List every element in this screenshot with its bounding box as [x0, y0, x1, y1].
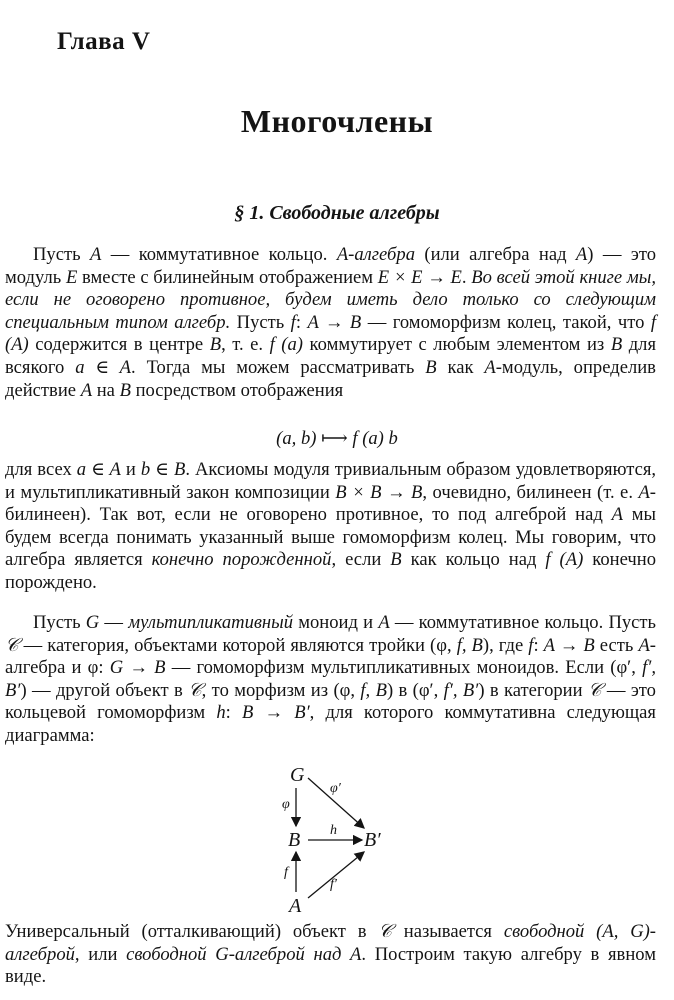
node-b: B — [288, 829, 301, 851]
paragraph-3: Пусть G — мультипликативный моноид и A — коммутативное кольцо. Пусть 𝒞 — категория, объектами которой являются тройки (φ, f, B), где f: A → B есть A-алгебра и φ: G → B — гомоморфизм мультипликативных моноидов. Если (φ′, f′, B′) — другой объект в 𝒞, то морфизм из (φ, f, B) в (φ′, f′, B′) в категории 𝒞 — это кольцевой гомоморфизм h: B → B′, для которого коммутативна следующая диаграмма: — [5, 612, 657, 746]
commutative-diagram — [268, 762, 408, 914]
paragraph-2: для всех a ∈ A и b ∈ B. Аксиомы модуля тривиальным образом удовлетворяются, и мультипликативный закон композиции B × B → B, очевидно, билинеен (т. е. A-билинеен). Так вот, если не оговорено противное, то под алгеброй над A мы будем всегда понимать указанный выше гомоморфизм колец. Мы говорим, что алгебра является конечно порожденной, если B как кольцо над f (A) конечно порождено. — [5, 459, 657, 593]
node-b-prime: B′ — [364, 829, 381, 851]
paragraph-4: Универсальный (отталкивающий) объект в 𝒞 называется свободной (A, G)-алгеброй, или свободной G-алгеброй над A. Построим такую алгебру в явном виде. — [5, 921, 657, 988]
label-h: h — [330, 823, 337, 838]
section-heading: § 1. Свободные алгебры — [234, 202, 440, 224]
label-phi: φ — [282, 797, 290, 812]
node-a: A — [289, 895, 302, 914]
page-title: Многочлены — [240, 103, 434, 139]
label-f: f — [284, 865, 288, 880]
paragraph-1: Пусть A — коммутативное кольцо. A-алгебра (или алгебра над A) — это модуль E вместе с билинейным отображением E × E → E. Во всей этой книге мы, если не оговорено противное, будем иметь дело только со следующим специальным типом алгебр. Пусть f: A → B — гомоморфизм колец, такой, что f (A) содержится в центре B, т. е. f (a) коммутирует с любым элементом из B для всякого a ∈ A. Тогда мы можем рассматривать B как A-модуль, определив действие A на B посредством отображения — [5, 244, 657, 401]
label-phi-prime: φ′ — [330, 781, 341, 796]
chapter-heading: Глава V — [57, 28, 151, 55]
label-f-prime: f′ — [330, 877, 337, 892]
display-formula: (a, b) ⟼ f (a) b — [276, 428, 398, 449]
node-g: G — [290, 764, 305, 786]
